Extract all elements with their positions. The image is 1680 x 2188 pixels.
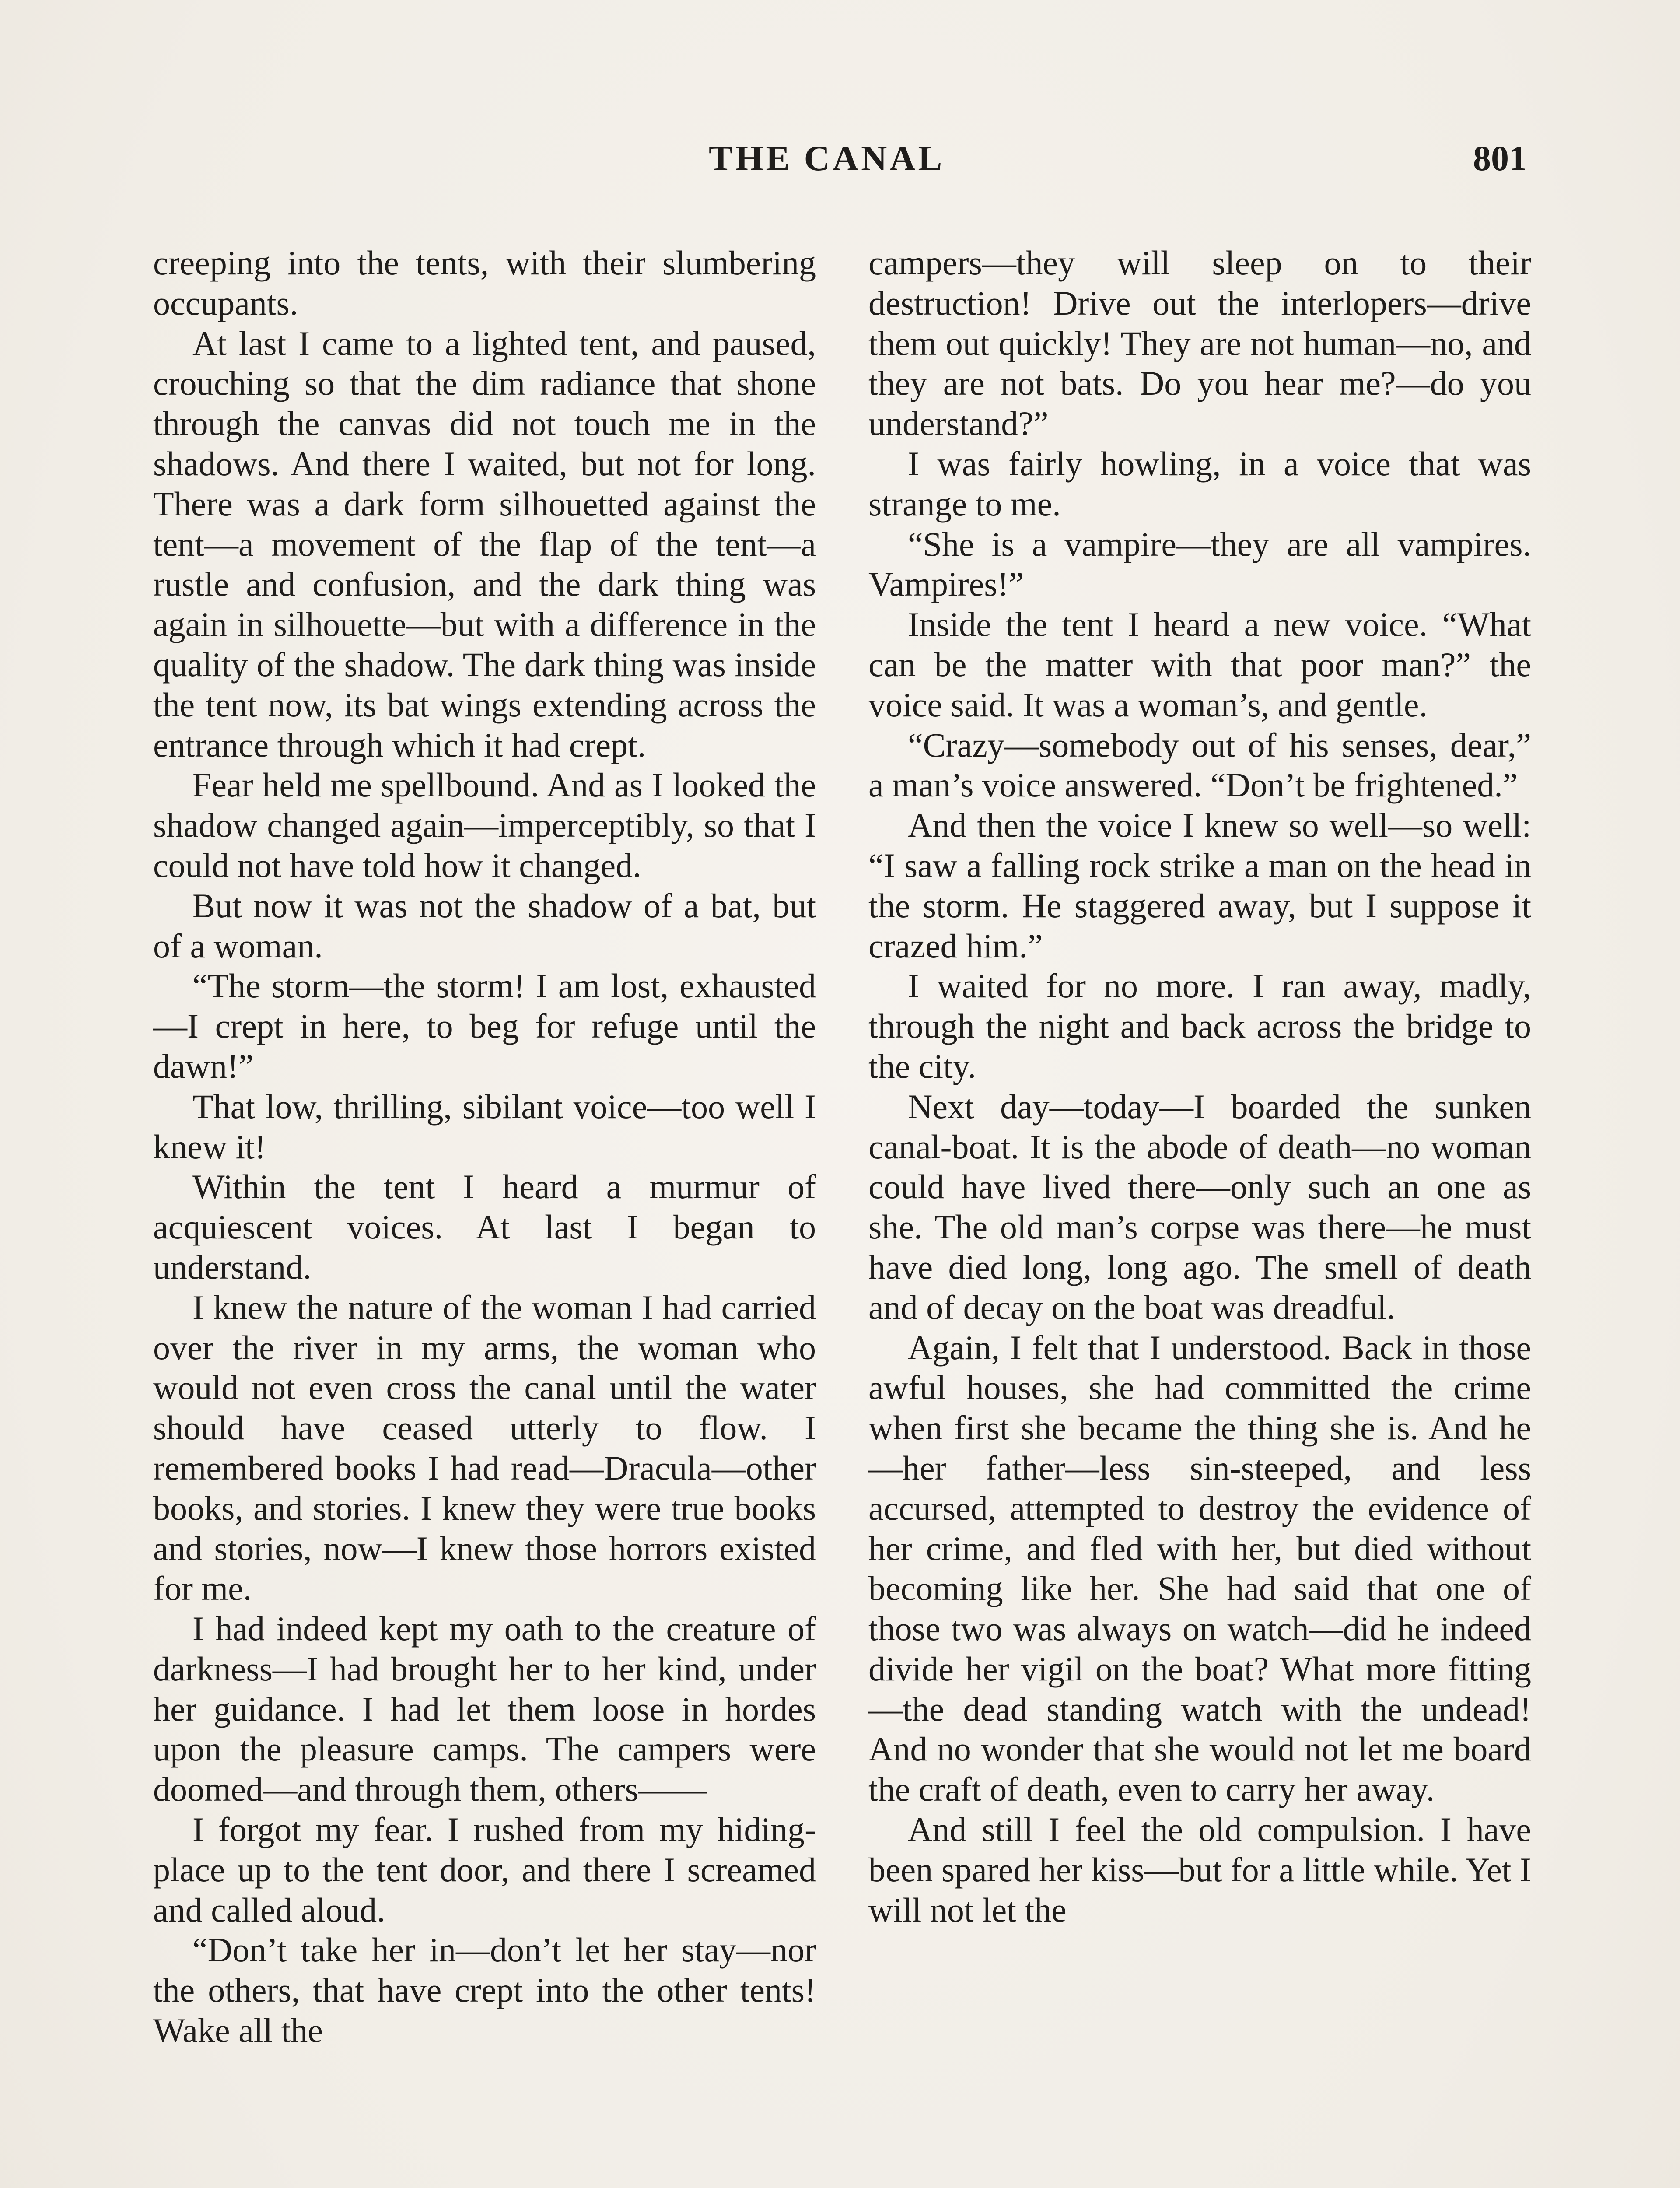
- paragraph: I was fairly howling, in a voice that was strange to me.: [868, 444, 1531, 523]
- paragraph: Again, I felt that I understood. Back in those awful houses, she had committed the crime when first she became the thing she is. And he—her father—less sin-steeped, and less accursed, attempted to destroy the evidence of her crime, and fled with her, but died without becoming like her. She had said that one of those two was always on watch—did he indeed divide her vigil on the boat? What more fitting—the dead standing watch with the undead! And no wonder that she would not let me board the craft of death, even to carry her away.: [868, 1328, 1531, 1809]
- page-number: 801: [1473, 138, 1527, 178]
- right-text-column: [868, 243, 1531, 1930]
- paragraph: At last I came to a lighted tent, and paused, crouching so that the dim radiance that shone through the canvas did not touch me in the shadows. And there I waited, but not for long. There was a dark form silhouetted against the tent—a movement of the flap of the tent—a rustle and confusion, and the dark thing was again in silhouette—but with a difference in the quality of the shadow. The dark thing was inside the tent now, its bat wings extending across the entrance through which it had crept.: [153, 324, 816, 764]
- left-text-column: [153, 243, 816, 2051]
- paragraph: Next day—today—I boarded the sunken canal-boat. It is the abode of death—no woman could have lived there—only such an one as she. The old man’s corpse was there—he must have died long, long ago. The smell of death and of decay on the boat was dreadful.: [868, 1087, 1531, 1326]
- paragraph: I knew the nature of the woman I had carried over the river in my arms, the woman who would not even cross the canal until the water should have ceased utterly to flow. I remembered books I had read—Dracula—other books, and stories. I knew they were true books and stories, now—I knew those horrors existed for me.: [153, 1288, 816, 1608]
- paragraph: Inside the tent I heard a new voice. “What can be the matter with that poor man?” the voice said. It was a woman’s, and gentle.: [868, 605, 1531, 724]
- paragraph: “Crazy—somebody out of his senses, dear,” a man’s voice answered. “Don’t be frightened.”: [868, 726, 1531, 804]
- paragraph: And then the voice I knew so well—so well: “I saw a falling rock strike a man on the head in the storm. He staggered away, but I suppose it crazed him.”: [868, 806, 1531, 965]
- paragraph: And still I feel the old compulsion. I have been spared her kiss—but for a little while. Yet I will not let the: [868, 1810, 1531, 1929]
- paragraph: But now it was not the shadow of a bat, but of a woman.: [153, 886, 816, 965]
- paragraph: I waited for no more. I ran away, madly, through the night and back across the bridge to the city.: [868, 967, 1531, 1085]
- paragraph: campers—they will sleep on to their destruction! Drive out the interlopers—drive them out quickly! They are not human—no, and they are not bats. Do you hear me?—do you understand?”: [868, 244, 1531, 443]
- paragraph: “The storm—the storm! I am lost, exhausted—I crept in here, to beg for refuge until the dawn!”: [153, 967, 816, 1085]
- running-header: [0, 138, 1680, 190]
- paragraph: Fear held me spellbound. And as I looked the shadow changed again—imperceptibly, so that I could not have told how it changed.: [153, 766, 816, 884]
- paragraph: I had indeed kept my oath to the creature of darkness—I had brought her to her kind, under her guidance. I had let them loose in hordes upon the pleasure camps. The campers were doomed—and through them, others——: [153, 1609, 816, 1809]
- paragraph: I forgot my fear. I rushed from my hiding-place up to the tent door, and there I screamed and called aloud.: [153, 1810, 816, 1929]
- paragraph: That low, thrilling, sibilant voice—too well I knew it!: [153, 1087, 816, 1166]
- paragraph: “Don’t take her in—don’t let her stay—nor the others, that have crept into the other tents! Wake all the: [153, 1931, 816, 2050]
- chapter-title: THE CANAL: [709, 138, 945, 178]
- paragraph: Within the tent I heard a murmur of acquiescent voices. At last I began to understand.: [153, 1168, 816, 1286]
- paragraph: creeping into the tents, with their slumbering occupants.: [153, 244, 816, 322]
- paragraph: “She is a vampire—they are all vampires. Vampires!”: [868, 525, 1531, 603]
